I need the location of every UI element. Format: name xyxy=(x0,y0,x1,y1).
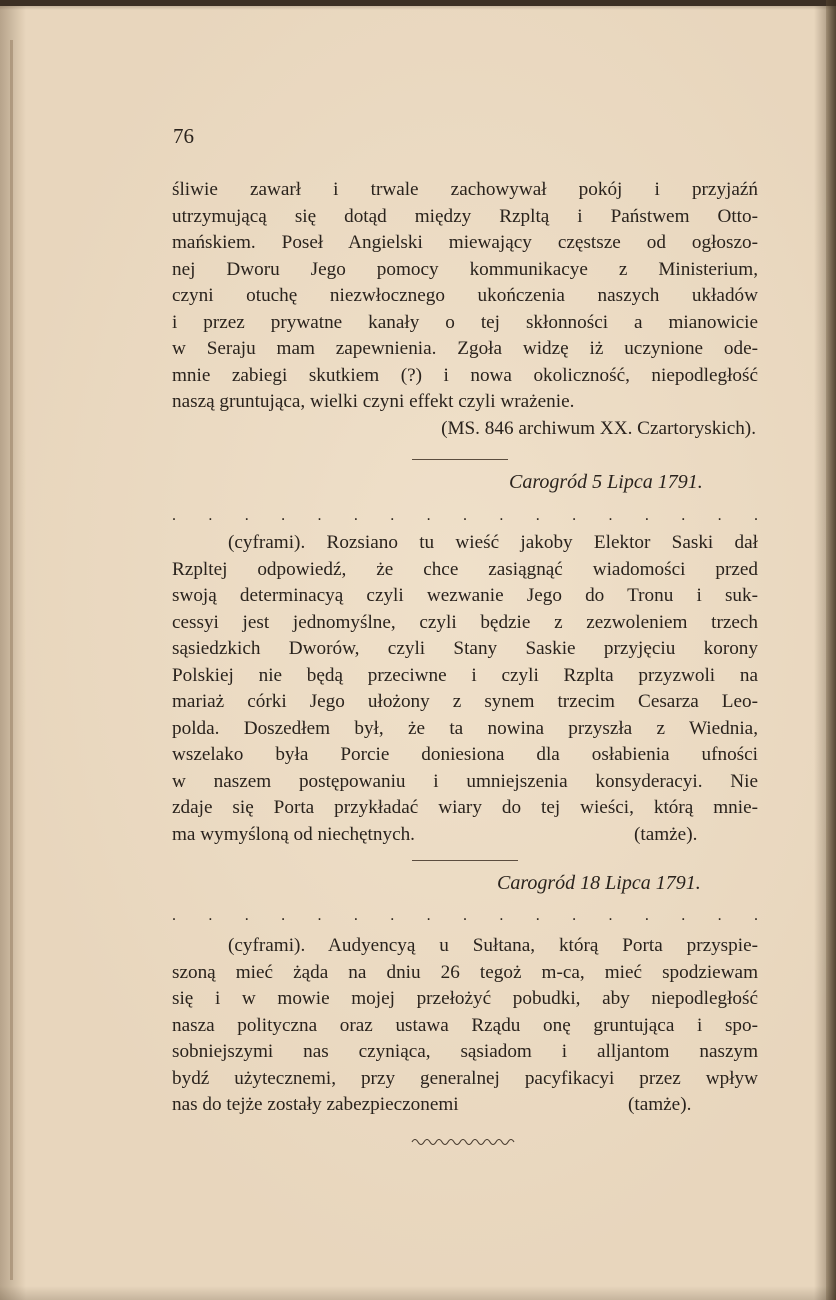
text-line: zdaje się Porta przykładać wiary do tej wieści, którą mnie- xyxy=(172,797,758,818)
text-line xyxy=(172,822,758,849)
wavy-ornament-icon xyxy=(410,1136,516,1148)
section-divider xyxy=(412,860,518,861)
letter-paragraph xyxy=(172,530,758,848)
text-line: sobniejszymi nas czyniąca, sąsiadom i alljantom naszym xyxy=(172,1041,758,1062)
text-line: polda. Doszedłem był, że ta nowina przyszła z Wiednia, xyxy=(172,717,758,739)
text-line: utrzymującą się dotąd między Rzpltą i Państwem Otto- xyxy=(172,205,758,227)
source-citation: (tamże). xyxy=(628,1094,692,1115)
omission-dots: . . . . . . . . . . . . . . . . . xyxy=(172,907,758,924)
text-line: śliwie zawarł i trwale zachowywał pokój i przyjaźń xyxy=(172,179,758,200)
text-line: Polskiej nie będą przeciwne i czyli Rzplta przyzwoli na xyxy=(172,664,758,686)
text-line: mnie zabiegi skutkiem (?) i nowa okoliczność, niepodległość xyxy=(172,364,758,386)
text-line: i przez prywatne kanały o tej skłonności a mianowicie xyxy=(172,311,758,333)
text-line: nej Dworu Jego pomocy kommunikacye z Ministerium, xyxy=(172,258,758,280)
source-citation: (MS. 846 archiwum XX. Czartoryskich). xyxy=(441,417,756,439)
text-line-fragment: ma wymyśloną od niechętnych. xyxy=(172,823,415,845)
letter-dateline: Carogród 18 Lipca 1791. xyxy=(497,872,701,894)
text-line: w naszem postępowaniu i umniejszenia konsyderacyi. Nie xyxy=(172,770,758,792)
page-binding-edge xyxy=(10,40,13,1280)
text-line: mariaż córki Jego ułożony z synem trzecim Cesarza Leo- xyxy=(172,691,758,712)
text-line: nasza polityczna oraz ustawa Rządu onę gruntująca i spo- xyxy=(172,1014,758,1036)
text-line: czyni otuchę niezwłocznego ukończenia naszych układów xyxy=(172,285,758,306)
text-line: swoją determinacyą czyli wezwanie Jego do Tronu i suk- xyxy=(172,585,758,606)
text-line: mańskiem. Poseł Angielski miewający częstsze od ogłoszo- xyxy=(172,232,758,253)
text-line: wszelako była Porcie doniesiona dla osłabienia ufności xyxy=(172,744,758,765)
text-line: naszą gruntująca, wielki czyni effekt czyli wrażenie. xyxy=(172,391,575,412)
paragraph-continuation xyxy=(172,177,758,442)
text-line: bydź użytecznemi, przy generalnej pacyfikacyi przez wpływ xyxy=(172,1067,758,1089)
text-line-fragment: nas do tejże zostały zabezpieczonemi xyxy=(172,1094,459,1115)
section-divider xyxy=(412,459,508,460)
text-line: się i w mowie mojej przełożyć pobudki, aby niepodległość xyxy=(172,988,758,1009)
letter-paragraph xyxy=(172,933,758,1119)
text-line: (cyframi). Rozsiano tu wieść jakoby Elektor Saski dał xyxy=(228,532,758,553)
text-line: (cyframi). Audyencyą u Sułtana, którą Porta przyspie- xyxy=(228,935,758,956)
text-line: cessyi jest jednomyślne, czyli będzie z zezwoleniem trzech xyxy=(172,611,758,633)
text-line: sąsiedzkich Dworów, czyli Stany Saskie przyjęciu korony xyxy=(172,638,758,659)
text-line: w Seraju mam zapewnienia. Zgoła widzę iż uczynione ode- xyxy=(172,338,758,359)
page-number: 76 xyxy=(173,124,194,148)
source-citation: (tamże). xyxy=(634,823,698,845)
omission-dots: . . . . . . . . . . . . . . . . . xyxy=(172,507,758,524)
text-line xyxy=(172,1092,758,1119)
page-top-edge xyxy=(0,0,836,6)
text-line: szoną mieć żąda na dniu 26 tegoż m-ca, mieć spodziewam xyxy=(172,961,758,983)
text-line: Rzpltej odpowiedź, że chce zasiągnąć wiadomości przed xyxy=(172,558,758,580)
page-right-edge xyxy=(826,0,836,1300)
letter-dateline: Carogród 5 Lipca 1791. xyxy=(509,471,703,493)
